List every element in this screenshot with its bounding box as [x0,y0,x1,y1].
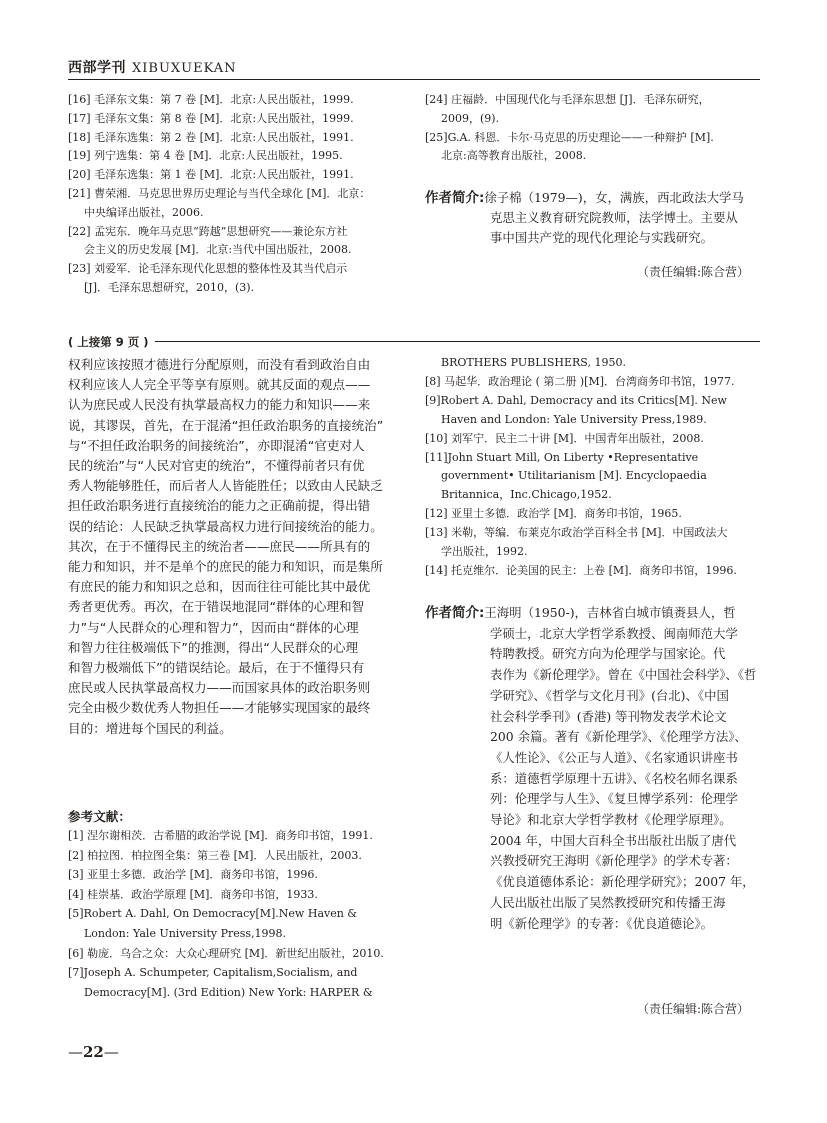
ref-item: 会主义的历史发展 [M]．北京:当代中国出版社，2008. [84,243,352,257]
ref-item: London: Yale University Press,1998. [84,926,287,940]
ref-item: [16] 毛泽东文集：第 7 卷 [M]．北京:人民出版社，1999. [68,93,354,106]
ref-item: 学出版社，1992. [441,545,528,559]
journal-title-cn: 西部学刊 [68,60,126,76]
author-label: 作者简介: [425,190,485,206]
references-heading: 参考文献： [68,809,131,824]
page-number: —22— [68,1043,119,1061]
ref-item: [20] 毛泽东选集：第 1 卷 [M]．北京:人民出版社，1991. [68,168,354,182]
ref-item: [2] 柏拉图．柏拉图全集：第三卷 [M]．人民出版社，2003. [68,848,362,862]
author-line: 《优良道德体系论：新伦理学研究》；2007 年， [490,874,755,890]
author-label: 作者简介: [425,605,485,621]
ref-item: [10] 刘军宁．民主二十讲 [M]．中国青年出版社，2008. [425,431,704,445]
ref-item: [1] 涅尔谢相茨．古希腊的政治学说 [M]．商务印书馆，1991. [68,829,373,842]
ref-item: [17] 毛泽东文集：第 8 卷 [M]．北京:人民出版社，1999. [68,111,354,125]
body-line: 秀者更优秀。再次，在于错误地混同“群体的心理和智 [68,599,365,615]
page-number-value: 22 [83,1043,104,1061]
body-line: 担任政治职务进行直接统治的能力之正确前提，得出错 [68,498,371,514]
editor-credit-1: （责任编辑:陈合营） [637,265,750,279]
body-line: 误的结论：人民缺乏执掌最高权力进行间接统治的能力。 [68,518,383,534]
ref-item: [13] 米勒，等编．布莱克尔政治学百科全书 [M]．中国政法大 [425,526,728,540]
references-left [68,826,384,1002]
header-rule [68,79,760,80]
body-line: 力”与“人民群众的心理和智力”，因而由“群体的心理 [68,619,359,635]
ref-item: [9]Robert A. Dahl, Democracy and its Critics[M]. New [425,393,727,407]
section-rule [68,341,760,342]
author-line: 明《新伦理学》的专著：《优良道德论》。 [490,915,714,931]
ref-item: [8] 马起华．政治理论 ( 第二册 )[M]．台湾商务印书馆，1977. [425,374,735,388]
body-line: 民的统治”与“人民对官吏的统治”，不懂得前者只有优 [68,458,365,474]
body-line: 说，其谬误，首先，在于混淆“担任政治职务的直接统治” [68,417,384,433]
ref-item: Britannica，Inc.Chicago,1952. [441,488,612,502]
ref-item: [19] 列宁选集：第 4 卷 [M]．北京:人民出版社，1995. [68,149,343,163]
author-line: 200 余篇。著有《新伦理学》、《伦理学方法》、 [490,729,747,745]
ref-item: 北京:高等教育出版社，2008. [441,149,587,163]
author-line: 社会科学季刊》(香港) 等刊物发表学术论文 [490,708,727,724]
body-line: 与“不担任政治职务的间接统治”，亦即混淆“官吏对人 [68,437,365,453]
author-line: 表作为《新伦理学》。曾在《中国社会科学》、《哲 [490,667,757,683]
author-line: 《人性论》、《公正与人道》、《名家通识讲座书 [490,749,738,765]
body-line: 庶民或人民执掌最高权力——而国家具体的政治职务则 [68,680,371,696]
body-paragraph [68,355,383,739]
author-line: 人民出版社出版了吴然教授研究和传播王海 [490,894,726,910]
author-line: 系：道德哲学原理十五讲》、《名校名师名课系 [490,770,738,786]
ref-item: [23] 刘爱军．论毛泽东现代化思想的整体性及其当代启示 [68,262,348,276]
ref-item: [25]G.A. 科恩．卡尔·马克思的历史理论——一种辩护 [M]. [425,130,714,144]
ref-item: [12] 亚里士多德．政治学 [M]．商务印书馆，1965. [425,507,682,521]
ref-item: [6] 勒庞．乌合之众：大众心理研究 [M]．新世纪出版社，2010. [68,946,384,960]
ref-item: [J]．毛泽东思想研究，2010，(3). [84,280,255,294]
ref-item: [14] 托克维尔．论美国的民主：上卷 [M]．商务印书馆，1996. [425,563,737,577]
ref-item: 2009，(9). [441,111,500,125]
top-refs-left [68,91,370,298]
top-refs-right [425,91,714,166]
body-line: 目的：增进每个国民的利益。 [68,720,232,736]
journal-header [68,57,237,77]
ref-item: government• Utilitarianism [M]. Encyclopaedia [441,469,707,483]
editor-credit-2: （责任编辑:陈合营） [637,1002,750,1016]
body-line: 有庶民的能力和知识之总和，因而往往可能比其中最优 [68,579,371,595]
ref-item: [4] 桂崇基．政治学原理 [M]．商务印书馆，1933. [68,887,318,901]
ref-item: Democracy[M]. (3rd Edition) New York: HARPER & [84,985,373,999]
body-line: 其次，在于不懂得民主的统治者——庶民——所具有的 [68,538,371,554]
ref-item: [24] 庄福龄．中国现代化与毛泽东思想 [J]．毛泽东研究， [425,93,710,106]
author-line: 克思主义教育研究院教师，法学博士。主要从 [490,210,738,226]
body-line: 权利应该人人完全平等享有原则。就其反面的观点—— [68,377,371,393]
author-line: 2004 年，中国大百科全书出版社出版了唐代 [490,832,737,848]
body-line: 能力和知识，并不是单个的庶民的能力和知识，而是集所 [68,559,383,575]
ref-item: Haven and London: Yale University Press,1989. [441,412,707,426]
body-line: 和智力往往极端低下”的推测，得出“人民群众的心理 [68,639,359,655]
author-line: 特聘教授。研究方向为伦理学与国家论。代 [490,646,726,662]
ref-item: [11]John Stuart Mill, On Liberty •Representative [425,450,699,464]
ref-item: [21] 曹荣湘．马克思世界历史理论与当代全球化 [M]．北京： [68,186,371,200]
author-line: 事中国共产党的现代化理论与实践研究。 [490,230,714,246]
references-right [425,354,737,581]
author-line: 学研究》、《哲学与文化月刊》(台北)、《中国 [490,687,729,703]
body-line: 权利应该按照才德进行分配原则，而没有看到政治自由 [68,357,371,372]
ref-item: 中央编译出版社，2006. [84,205,204,219]
ref-item: BROTHERS PUBLISHERS, 1950. [441,356,626,369]
author-line: 兴教授研究王海明《新伦理学》的学术专著： [490,853,738,869]
body-line: 和智力极端低下”的错误结论。最后，在于不懂得只有 [68,660,365,676]
continued-from-label: ( 上接第 9 页 ) [68,334,155,350]
author-line: 学硕士，北京大学哲学系教授、闽南师范大学 [490,625,738,641]
author-line: 王海明（1950-)，吉林省白城市镇赉县人，哲 [484,605,736,620]
author-line: 徐子棉（1979—)，女，满族，西北政法大学马 [484,190,744,205]
body-line: 完全由极少数优秀人物担任——才能够实现国家的最终 [68,700,371,716]
ref-item: [3] 亚里士多德．政治学 [M]．商务印书馆，1996. [68,868,318,882]
ref-item: [18] 毛泽东选集：第 2 卷 [M]．北京:人民出版社，1991. [68,130,354,144]
author-bio-1 [425,188,744,249]
author-line: 导论》和北京大学哲学教材《伦理学原理》。 [490,812,732,828]
journal-title-en: XIBUXUEKAN [132,61,237,76]
author-line: 列：伦理学与人生》、《复旦博学系列：伦理学 [490,791,738,807]
ref-item: [22] 孟宪东．晚年马克思“跨越”思想研究——兼论东方社 [68,224,348,238]
ref-item: [7]Joseph A. Schumpeter, Capitalism,Socialism, and [68,966,358,980]
body-line: 认为庶民或人民没有执掌最高权力的能力和知识——来 [68,397,371,413]
body-line: 秀人物能够胜任，而后者人人皆能胜任；以致由人民缺乏 [68,478,383,494]
ref-item: [5]Robert A. Dahl, On Democracy[M].New Haven & [68,907,358,921]
author-bio-2 [425,603,756,934]
